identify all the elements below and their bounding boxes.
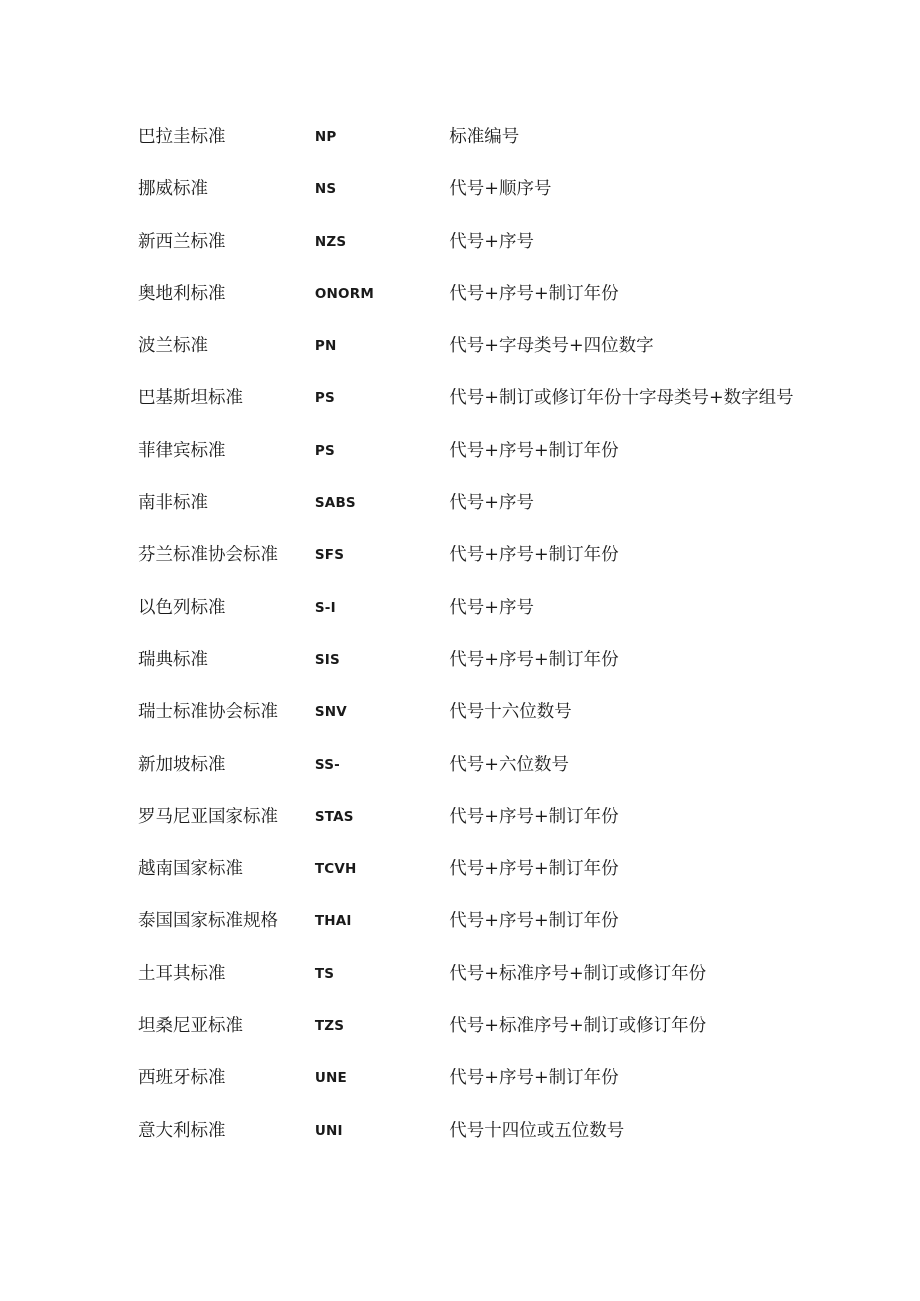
table-row — [138, 593, 798, 645]
country-name-cell: 新西兰标准 — [138, 231, 226, 252]
table-row — [138, 854, 798, 906]
table-row — [138, 383, 798, 435]
numbering-format-cell: 代号+标准序号+制订或修订年份 — [449, 1016, 707, 1037]
country-name-cell: 芬兰标准协会标准 — [138, 545, 278, 566]
standard-code-cell: PS — [314, 442, 335, 459]
numbering-format-cell: 代号+序号+制订年份 — [449, 649, 619, 670]
standard-code-cell: NP — [314, 129, 337, 145]
table-row — [138, 802, 798, 854]
standard-code-cell: SNV — [314, 704, 347, 721]
country-name-cell: 瑞士标准协会标准 — [138, 702, 278, 723]
country-name-cell: 瑞典标准 — [138, 649, 208, 670]
numbering-format-cell: 代号+序号+制订年份 — [449, 545, 619, 566]
table-row — [138, 331, 798, 383]
standard-code-cell: SS- — [314, 756, 340, 773]
country-name-cell: 坦桑尼亚标准 — [138, 1016, 243, 1037]
standard-code-cell: UNI — [314, 1122, 343, 1139]
country-name-cell: 泰国国家标准规格 — [138, 911, 278, 932]
table-row — [138, 279, 798, 331]
numbering-format-cell: 代号+制订或修订年份十字母类号+数字组号 — [449, 388, 794, 409]
country-name-cell: 以色列标准 — [138, 597, 226, 618]
numbering-format-cell: 代号+序号 — [449, 231, 534, 252]
table-row — [138, 645, 798, 697]
country-name-cell: 南非标准 — [138, 493, 208, 514]
numbering-format-cell: 代号+序号+制订年份 — [449, 911, 619, 932]
table-row — [138, 488, 798, 540]
standard-code-cell: PN — [314, 338, 337, 355]
numbering-format-cell: 标准编号 — [449, 127, 520, 147]
standard-code-cell: ONORM — [314, 285, 374, 302]
table-row — [138, 540, 798, 592]
standard-code-cell: STAS — [314, 808, 354, 825]
country-name-cell: 奥地利标准 — [138, 283, 226, 304]
country-name-cell: 土耳其标准 — [138, 963, 226, 984]
standard-code-cell: TS — [314, 965, 335, 982]
country-name-cell: 西班牙标准 — [138, 1068, 226, 1089]
standard-code-cell: NZS — [314, 233, 347, 250]
numbering-format-cell: 代号+顺序号 — [449, 179, 552, 200]
standard-code-cell: SABS — [314, 495, 356, 512]
numbering-format-cell: 代号+序号+制订年份 — [449, 283, 619, 304]
numbering-format-cell: 代号+标准序号+制订或修订年份 — [449, 963, 707, 984]
numbering-format-cell: 代号+序号+制订年份 — [449, 806, 619, 827]
numbering-format-cell: 代号十四位或五位数号 — [449, 1120, 625, 1141]
table-row — [138, 750, 798, 802]
standard-code-cell: PS — [314, 390, 335, 407]
table-row — [138, 122, 798, 174]
country-name-cell: 巴基斯坦标准 — [138, 388, 243, 409]
standard-code-cell: S-I — [314, 599, 336, 616]
numbering-format-cell: 代号+序号+制订年份 — [449, 440, 619, 461]
country-name-cell: 波兰标准 — [138, 336, 208, 357]
country-name-cell: 意大利标准 — [138, 1120, 226, 1141]
standard-code-cell: UNE — [314, 1070, 347, 1087]
country-name-cell: 挪威标准 — [138, 179, 208, 200]
country-name-cell: 新加坡标准 — [138, 754, 226, 775]
table-row — [138, 959, 798, 1011]
table-row — [138, 436, 798, 488]
standard-code-cell: THAI — [314, 913, 352, 930]
standards-table-body — [138, 122, 798, 1168]
standard-code-cell: SFS — [314, 547, 345, 564]
table-row — [138, 1116, 798, 1168]
country-name-cell: 越南国家标准 — [138, 859, 243, 880]
numbering-format-cell: 代号+序号 — [449, 493, 534, 514]
country-name-cell: 巴拉圭标准 — [138, 127, 226, 147]
standard-code-cell: TCVH — [314, 861, 357, 878]
country-name-cell: 菲律宾标准 — [138, 440, 226, 461]
table-row — [138, 697, 798, 749]
numbering-format-cell: 代号+序号+制订年份 — [449, 859, 619, 880]
standard-code-cell: TZS — [314, 1018, 345, 1035]
table-row — [138, 227, 798, 279]
numbering-format-cell: 代号十六位数号 — [449, 702, 572, 723]
table-row — [138, 906, 798, 958]
table-row — [138, 1011, 798, 1063]
country-name-cell: 罗马尼亚国家标准 — [138, 806, 278, 827]
numbering-format-cell: 代号+序号 — [449, 597, 534, 618]
standards-table — [138, 122, 798, 1168]
standard-code-cell: NS — [314, 181, 337, 198]
numbering-format-cell: 代号+字母类号+四位数字 — [449, 336, 654, 357]
table-row — [138, 174, 798, 226]
standard-code-cell: SIS — [314, 651, 340, 668]
numbering-format-cell: 代号+六位数号 — [449, 754, 569, 775]
table-row — [138, 1063, 798, 1115]
numbering-format-cell: 代号+序号+制订年份 — [449, 1068, 619, 1089]
